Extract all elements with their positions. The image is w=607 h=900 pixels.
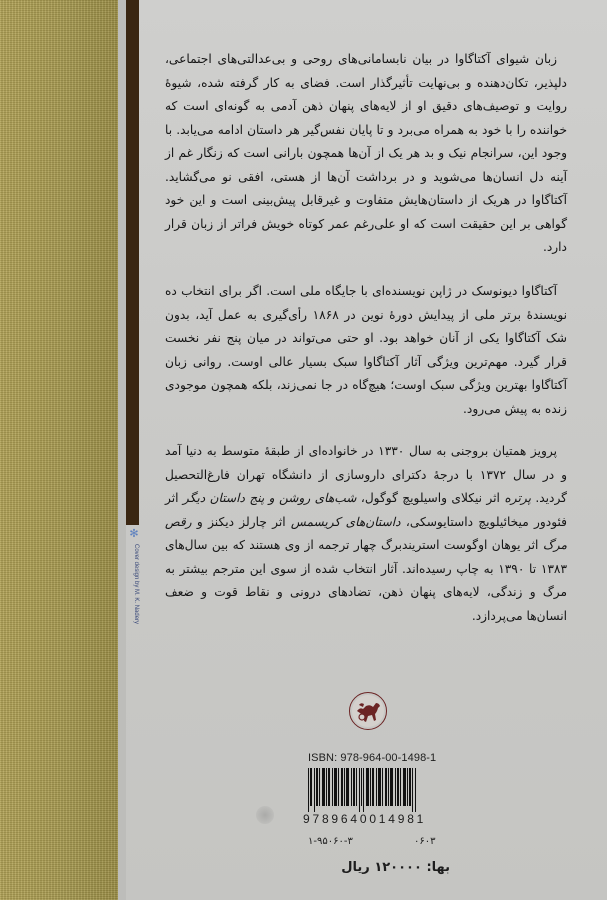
text-segment: اثر چارلز دیکنز و bbox=[191, 514, 291, 529]
text-segment: پرویز همتیان بروجنی به سال ۱۳۳۰ در خانواده‌ای از طبقهٔ متوسط به دنیا آمد و در سال ۱۳۷۲ با درجهٔ دکترای داروسازی از دانشگاه تهران فارغ‌التحصیل گردید. bbox=[165, 444, 567, 505]
translator-bio-paragraph bbox=[165, 440, 567, 628]
text-segment: اثر یوهان اوگوست استریندبرگ چهار ترجمه از وی هستند که بین سال‌های ۱۳۸۳ تا ۱۳۹۰ به چاپ رسیده‌اند. آثار انتخاب شده از سوی این مترجم بیشتر به مرگ و زندگی، لایه‌های پنهان ذهن، تضادهای درونی و نقاط قوت و ضعف انسان‌ها می‌پردازد. bbox=[165, 538, 568, 623]
text-segment: اثر نیکلای واسیلویچ گوگول، bbox=[356, 491, 505, 505]
price-label: بها: ۱۲۰۰۰۰ ریال bbox=[341, 860, 450, 875]
isbn-label: ISBN: 978-964-00-1498-1 bbox=[308, 752, 437, 764]
paragraph-text bbox=[165, 440, 567, 628]
paragraph-text: زبان شیوای آکتاگاوا در بیان نابسامانی‌های روحی و بی‌عدالتی‌های اجتماعی، دلپذیر، تکان‌دهنده و بی‌نهایت تأثیرگذار است. فضای به کار گرفته شده، شیوهٔ روایت و توصیف‌های دقیق او از لایه‌های پنهان ذهن آدمی به گونه‌ای است که خواننده را با خود به همراه می‌برد و تا پایان نفس‌گیر هر داستان ادامه می‌یابد. با وجود این، سرانجام نیک و بد هر یک از آن‌ها همچون بارانی است که زنگار غم از آینه دل انسان‌ها می‌شوید و در برداشت آن‌ها از هستی، افقی نو می‌گشاید. آکتاگاوا در هریک از داستان‌هایش متفاوت و غیرقابل پیش‌بینی است و این خود گواهی بر این حقیقت است که او علی‌رغم عمر کوتاه خویش فراتر از زبان قرار دارد. bbox=[165, 52, 567, 254]
book-title-white-nights: شب‌های روشن و پنج داستان دیگر bbox=[182, 491, 357, 505]
cloth-spine-band bbox=[0, 0, 118, 900]
book-title-christmas-stories: داستان‌های کریسمس bbox=[290, 514, 401, 529]
text-segment: اثر فئودور میخائیلویچ داستایوسکی، bbox=[165, 491, 568, 529]
barcode bbox=[308, 768, 448, 812]
catalog-code-suffix: ۰۶۰۳ bbox=[414, 836, 436, 847]
book-title-dance-of-death: رقص مرگ bbox=[165, 514, 567, 552]
stain-mark bbox=[256, 806, 274, 824]
blurb-paragraph-1 bbox=[165, 48, 567, 260]
catalog-code: ۱-۹۵۰۶۰-۳ bbox=[308, 836, 353, 847]
horse-rider-icon bbox=[350, 693, 386, 729]
book-title-portrait: پرتره bbox=[504, 491, 531, 505]
page-edge bbox=[118, 0, 126, 900]
snowflake-icon: ✻ bbox=[129, 527, 139, 540]
cover-credit bbox=[128, 528, 140, 638]
barcode-digits: 9789640014981 bbox=[303, 812, 427, 826]
brown-spine-strip bbox=[126, 0, 139, 525]
publisher-logo bbox=[349, 692, 387, 730]
cover-credit-text: Cover design by M. K. Nadery bbox=[133, 544, 139, 625]
paragraph-text: آکتاگاوا دیونوسک در ژاپن نویسنده‌ای با جایگاه ملی است. اگر برای انتخاب ده نویسندهٔ برتر ملی از پیدایش دورهٔ نوین در ۱۸۶۸ رأی‌گیری به عمل آید، بدون شک آکتاگاوا یکی از آنان خواهد بود. او حتی می‌تواند در میان پنج نفر نخست قرار گیرد. مهم‌ترین ویژگی آثار آکتاگاوا سبک بسیار عالی اوست. روانی زبان آکتاگاوا بهترین ویژگی سبک اوست؛ هیچ‌گاه در جا نمی‌زند، بلکه همچون موجودی زنده به پیش می‌رود. bbox=[165, 284, 568, 416]
blurb-paragraph-2 bbox=[165, 280, 567, 421]
